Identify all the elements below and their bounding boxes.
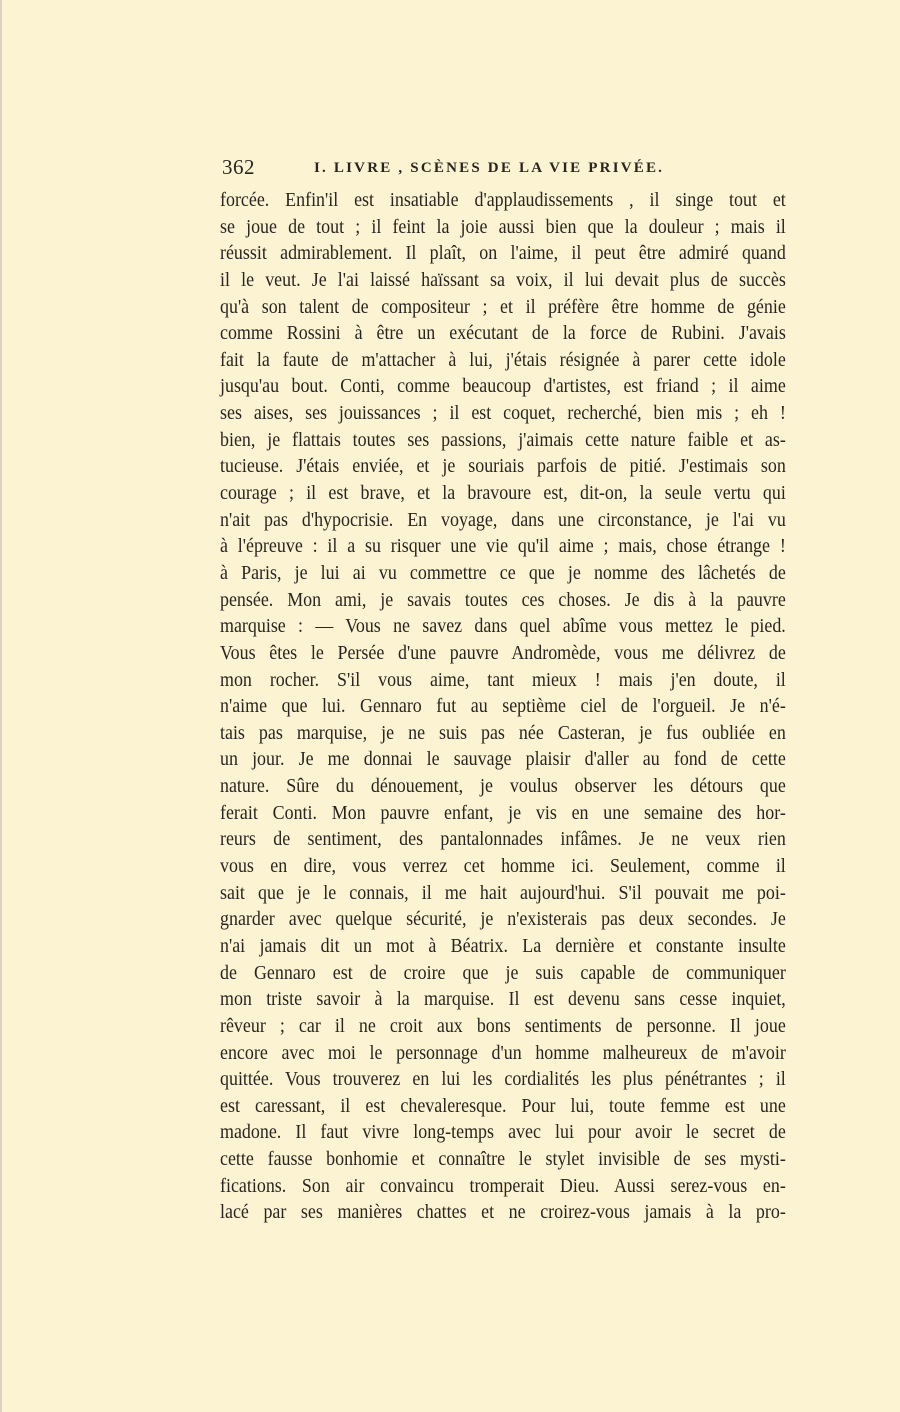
text-line: cette fausse bonhomie et connaître le stylet invisible de ses mysti-: [220, 1149, 786, 1171]
text-line: nature. Sûre du dénouement, je voulus observer les détours que: [220, 776, 786, 798]
text-line: comme Rossini à être un exécutant de la force de Rubini. J'avais: [220, 323, 786, 345]
text-line: qu'à son talent de compositeur ; et il préfère être homme de génie: [220, 296, 786, 318]
text-line: courage ; il est brave, et la bravoure est, dit-on, la seule vertu qui: [220, 483, 786, 505]
text-line: réussit admirablement. Il plaît, on l'aime, il peut être admiré quand: [220, 243, 786, 265]
text-line: n'ai jamais dit un mot à Béatrix. La dernière et constante insulte: [220, 935, 786, 957]
running-head: [222, 155, 792, 179]
text-line: un jour. Je me donnai le sauvage plaisir d'aller au fond de cette: [220, 749, 786, 771]
page-number: 362: [222, 155, 255, 179]
text-line: à Paris, je lui ai vu commettre ce que je nomme des lâchetés de: [220, 562, 786, 584]
text-line: madone. Il faut vivre long-temps avec lui pour avoir le secret de: [220, 1122, 786, 1144]
text-line: rêveur ; car il ne croit aux bons sentiments de personne. Il joue: [220, 1015, 786, 1037]
text-line: de Gennaro est de croire que je suis capable de communiquer: [220, 962, 786, 984]
text-line: marquise : — Vous ne savez dans quel abîme vous mettez le pied.: [220, 616, 786, 638]
text-line: forcée. Enfin'il est insatiable d'applaudissements , il singe tout et: [220, 190, 786, 211]
text-line: Vous êtes le Persée d'une pauvre Andromède, vous me délivrez de: [220, 642, 786, 664]
text-line: mon rocher. S'il vous aime, tant mieux ! mais j'en doute, il: [220, 669, 786, 691]
text-line: fications. Son air convaincu tromperait Dieu. Aussi serez-vous en-: [220, 1175, 786, 1197]
text-line: mon triste savoir à la marquise. Il est devenu sans cesse inquiet,: [220, 989, 786, 1011]
text-line: bien, je flattais toutes ses passions, j'aimais cette nature faible et as-: [220, 429, 786, 451]
running-head-title: I. LIVRE , SCÈNES DE LA VIE PRIVÉE.: [314, 160, 665, 176]
text-line: n'aime que lui. Gennaro fut au septième ciel de l'orgueil. Je n'é-: [220, 696, 786, 718]
text-line: se joue de tout ; il feint la joie aussi bien que la douleur ; mais il: [220, 216, 786, 238]
text-line: sait que je le connais, il me hait aujourd'hui. S'il pouvait me poi-: [220, 882, 786, 904]
text-line: ses aises, ses jouissances ; il est coquet, recherché, bien mis ; eh !: [220, 403, 786, 425]
text-line: jusqu'au bout. Conti, comme beaucoup d'artistes, est friand ; il aime: [220, 376, 786, 398]
text-line: reurs de sentiment, des pantalonnades infâmes. Je ne veux rien: [220, 829, 786, 851]
text-line: gnarder avec quelque sécurité, je n'existerais pas deux secondes. Je: [220, 909, 786, 931]
text-line: n'ait pas d'hypocrisie. En voyage, dans une circonstance, je l'ai vu: [220, 509, 786, 531]
text-line: tais pas marquise, je ne suis pas née Casteran, je fus oubliée en: [220, 722, 786, 744]
text-line: pensée. Mon ami, je savais toutes ces choses. Je dis à la pauvre: [220, 589, 786, 611]
text-line: à l'épreuve : il a su risquer une vie qu'il aime ; mais, chose étrange !: [220, 536, 786, 558]
text-line: vous en dire, vous verrez cet homme ici. Seulement, comme il: [220, 856, 786, 878]
text-line: il le veut. Je l'ai laissé haïssant sa voix, il lui devait plus de succès: [220, 269, 786, 291]
text-line: ferait Conti. Mon pauvre enfant, je vis en une semaine des hor-: [220, 802, 786, 824]
text-line: fait la faute de m'attacher à lui, j'étais résignée à parer cette idole: [220, 349, 786, 371]
body-text: [220, 188, 786, 1227]
text-line: encore avec moi le personnage d'un homme malheureux de m'avoir: [220, 1042, 786, 1064]
text-line: quittée. Vous trouverez en lui les cordialités les plus pénétrantes ; il: [220, 1069, 786, 1091]
text-line: lacé par ses manières chattes et ne croirez-vous jamais à la pro-: [220, 1202, 786, 1224]
text-line: est caressant, il est chevaleresque. Pour lui, toute femme est une: [220, 1095, 786, 1117]
text-line: tucieuse. J'étais enviée, et je souriais parfois de pitié. J'estimais son: [220, 456, 786, 478]
